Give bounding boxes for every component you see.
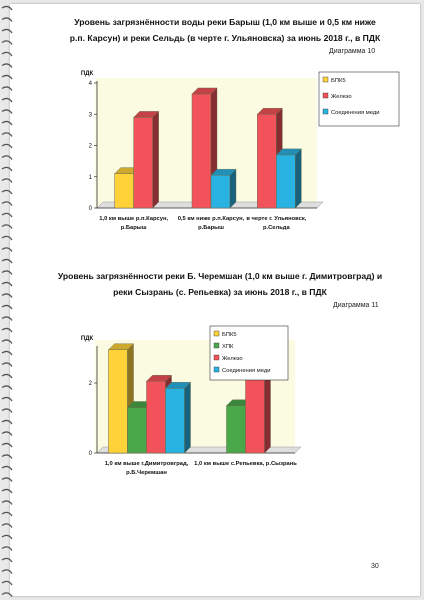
spiral-ring <box>2 558 12 562</box>
x-tick-label: 1,0 км выше с.Репьевка, р.Сызрань <box>194 461 297 467</box>
spiral-ring <box>2 271 12 275</box>
x-tick-label: в черте г. Ульяновск, <box>246 216 307 222</box>
bar-Соединения меди-2 <box>276 155 295 208</box>
spiral-ring <box>2 409 12 413</box>
chart2 <box>80 318 385 488</box>
bar-Железо-0 <box>147 381 166 453</box>
spiral-ring <box>2 225 12 229</box>
spiral-ring <box>2 190 12 194</box>
spiral-ring <box>2 328 12 332</box>
spiral-ring <box>2 167 12 171</box>
legend-swatch-1 <box>323 93 328 98</box>
spiral-ring <box>2 524 12 528</box>
bar-ХПК-0 <box>128 408 147 454</box>
y-axis-label: ПДК <box>80 71 94 77</box>
legend <box>319 72 399 126</box>
spiral-ring <box>2 432 12 436</box>
chart2-title: Уровень загрязнённости реки Б. Черемшан (1,0 км выше г. Димитровград) и реки Сызрань (с. Репьевка) за июнь 2018 г., в ПДК <box>57 271 383 297</box>
spiral-ring <box>2 29 12 33</box>
y-tick-label: 0 <box>88 451 92 457</box>
legend-label-2: Железо <box>222 356 243 362</box>
spiral-ring <box>2 443 12 447</box>
y-tick-label: 3 <box>88 112 92 119</box>
spiral-ring <box>2 397 12 401</box>
spiral-ring <box>2 317 12 321</box>
spiral-ring <box>2 340 12 344</box>
y-tick-label: 2 <box>88 381 92 387</box>
bar-side <box>153 111 159 208</box>
spiral-ring <box>2 110 12 114</box>
spiral-ring <box>2 52 12 56</box>
bar-ХПК-1 <box>227 406 246 453</box>
y-axis-label: ПДК <box>80 336 94 342</box>
spiral-ring <box>2 87 12 91</box>
legend-swatch-2 <box>214 355 219 360</box>
spiral-ring <box>2 213 12 217</box>
y-tick-label: 1 <box>88 174 92 181</box>
spiral-ring <box>2 593 12 597</box>
spiral-ring <box>2 570 12 574</box>
spiral-ring <box>2 363 12 367</box>
spiral-ring <box>2 6 12 10</box>
bar-БПК5-0 <box>109 350 128 453</box>
chart2-caption: Диаграмма 11 <box>333 302 379 309</box>
spiral-ring <box>2 535 12 539</box>
y-tick-label: 4 <box>88 81 92 87</box>
chart1-title: Уровень загрязнённости воды реки Барыш (1,0 км выше и 0,5 км ниже р.п. Карсун) и реки Сельдь (в черте г. Ульяновска) за июнь 2018 г., в ПДК <box>69 17 381 43</box>
spiral-ring <box>2 248 12 252</box>
spiral-ring <box>2 581 12 585</box>
spiral-ring <box>2 202 12 206</box>
spiral-ring <box>2 547 12 551</box>
page-number: 30 <box>371 563 379 570</box>
legend-swatch-1 <box>214 343 219 348</box>
legend-swatch-2 <box>323 109 328 114</box>
spiral-ring <box>2 18 12 22</box>
x-tick-label: р.Барыш <box>198 225 224 231</box>
bar-side <box>185 382 191 453</box>
spiral-ring <box>2 144 12 148</box>
legend-swatch-0 <box>214 331 219 336</box>
x-tick-label: 1,0 км выше р.п.Карсун, <box>99 216 169 222</box>
bar-БПК5-0 <box>115 174 134 208</box>
spiral-ring <box>2 478 12 482</box>
bar-Соединения меди-0 <box>166 388 185 453</box>
spiral-ring <box>2 259 12 263</box>
spiral-ring <box>2 420 12 424</box>
x-tick-label: р.Сельда <box>262 225 290 231</box>
legend-swatch-3 <box>214 367 219 372</box>
x-tick-label: 0,5 км ниже р.п.Карсун, <box>177 216 245 222</box>
spiral-ring <box>2 305 12 309</box>
spiral-ring <box>2 466 12 470</box>
spiral-ring <box>2 489 12 493</box>
binding-spiral <box>0 0 14 600</box>
bar-side <box>295 149 301 208</box>
chart1-caption: Диаграмма 10 <box>329 48 376 55</box>
legend-label-1: Железо <box>331 94 352 100</box>
spiral-ring <box>2 386 12 390</box>
legend-label-0: БПК5 <box>331 78 346 84</box>
spiral-ring <box>2 282 12 286</box>
bar-Железо-2 <box>257 114 276 208</box>
chart1 <box>75 66 410 241</box>
spiral-ring <box>2 121 12 125</box>
x-tick-label: р.Б.Черемшан <box>126 470 167 476</box>
spiral-ring <box>2 64 12 68</box>
legend <box>210 326 288 380</box>
x-tick-label: 1,0 км выше г.Димитровград, <box>104 461 189 467</box>
spiral-ring <box>2 501 12 505</box>
spiral-ring <box>2 75 12 79</box>
spiral-ring <box>2 512 12 516</box>
spiral-ring <box>2 455 12 459</box>
legend-label-2: Соединения меди <box>331 110 380 116</box>
spiral-ring <box>2 133 12 137</box>
spiral-ring <box>2 374 12 378</box>
legend-label-3: Соединения меди <box>222 368 271 374</box>
spiral-ring <box>2 236 12 240</box>
spiral-ring <box>2 98 12 102</box>
y-tick-label: 0 <box>88 206 92 212</box>
bar-Железо-1 <box>192 94 211 208</box>
spiral-ring <box>2 41 12 45</box>
bar-Железо-0 <box>134 117 153 208</box>
legend-swatch-0 <box>323 77 328 82</box>
spiral-ring <box>2 351 12 355</box>
bar-side <box>230 169 236 208</box>
spiral-ring <box>2 156 12 160</box>
y-tick-label: 2 <box>88 143 92 150</box>
bar-Соединения меди-1 <box>211 175 230 208</box>
x-tick-label: р.Барыш <box>120 225 147 231</box>
legend-label-0: БПК5 <box>222 332 237 338</box>
legend-label-1: ХПК <box>222 344 234 350</box>
spiral-ring <box>2 294 12 298</box>
spiral-ring <box>2 179 12 183</box>
